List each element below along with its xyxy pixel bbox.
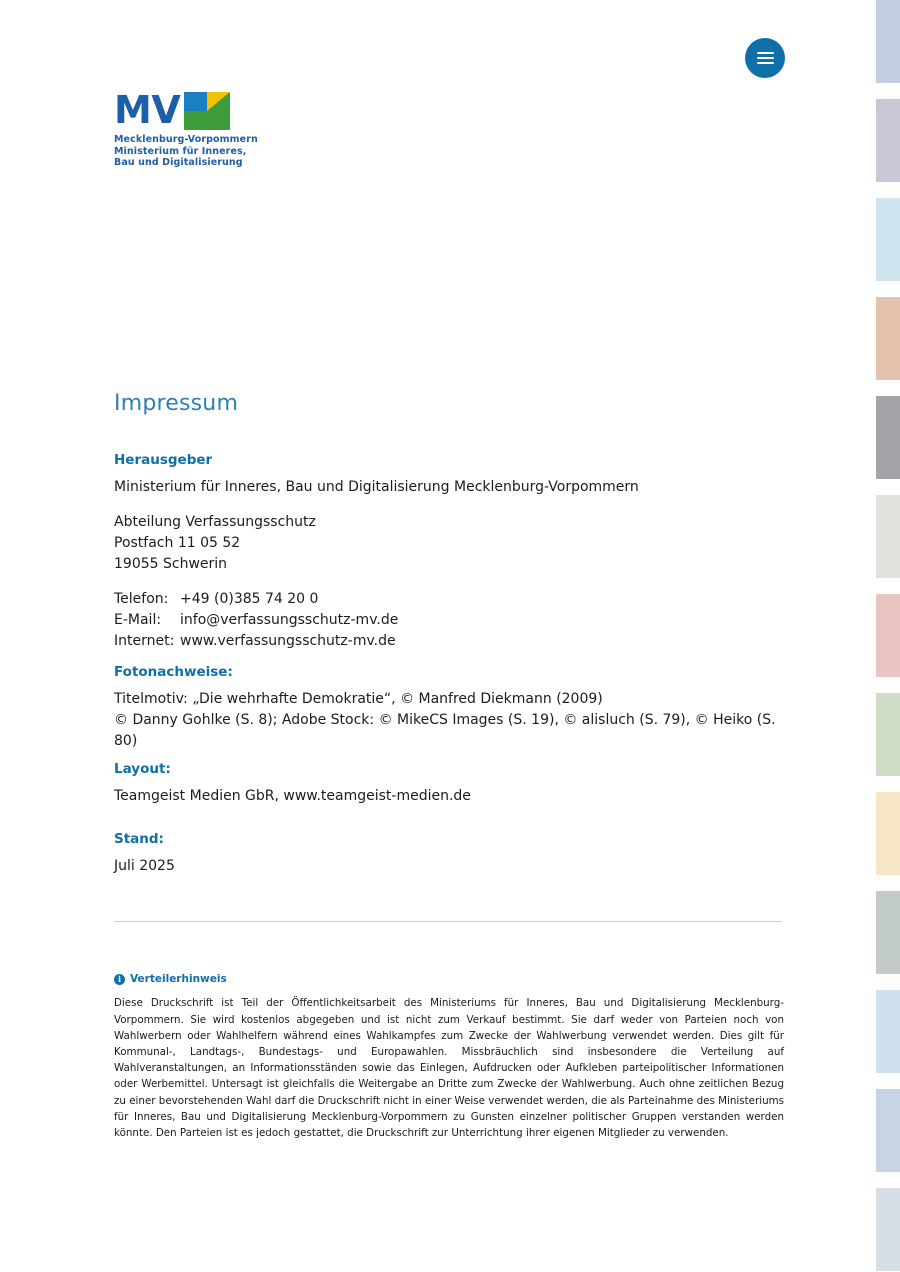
color-swatch-13 [876,677,900,693]
contact-internet-label: Internet: [114,633,175,649]
section-publisher [114,452,786,666]
hamburger-menu-button[interactable] [745,38,785,78]
color-swatch-10 [876,495,900,578]
logo-subtitle-line-3: Bau und Digitalisierung [114,157,243,168]
logo-mv-mark: MV [114,88,181,132]
hamburger-menu-icon-bar-2 [757,57,774,59]
color-swatch-4 [876,198,900,281]
logo-subtitle-line-1: Mecklenburg-Vorpommern [114,134,258,145]
section-photo-credits-heading: Fotonachweise: [114,664,233,680]
mv-flag-icon [184,92,230,130]
color-swatch-8 [876,396,900,479]
section-stand-heading: Stand: [114,831,164,847]
color-swatch-12 [876,594,900,677]
color-swatch-21 [876,1073,900,1089]
contact-row-internet [114,631,786,652]
notice-heading-row [114,973,784,985]
hamburger-menu-icon-bar-3 [757,62,774,64]
publisher-ministry: Ministerium für Inneres, Bau und Digitalisierung Mecklenburg-Vorpommern [114,479,639,495]
contact-phone-value: +49 (0)385 74 20 0 [180,591,319,607]
color-swatch-5 [876,281,900,297]
layout-line-1: Teamgeist Medien GbR, www.teamgeist-medien.de [114,788,471,804]
section-divider [114,921,782,922]
section-layout-heading: Layout: [114,761,171,777]
publisher-address-block [114,512,786,575]
contact-email-label: E-Mail: [114,612,162,628]
color-swatch-16 [876,792,900,875]
logo-wordmark-row [114,90,374,130]
hamburger-menu-icon-bar-1 [757,52,774,54]
publisher-department: Abteilung Verfassungsschutz [114,514,316,530]
section-distribution-notice [114,973,784,1151]
color-swatch-1 [876,83,900,99]
publisher-ministry-block [114,477,786,498]
color-swatch-2 [876,99,900,182]
info-icon: i [114,974,125,985]
photo-credits-line-1: Titelmotiv: „Die wehrhafte Demokratie“, © Manfred Diekmann (2009) [114,691,603,707]
logo-subtitle-line-2: Ministerium für Inneres, [114,145,247,157]
logo-subtitle [114,134,374,169]
color-swatch-11 [876,578,900,594]
color-swatch-14 [876,693,900,776]
color-swatch-24 [876,1188,900,1271]
publisher-city: 19055 Schwerin [114,556,228,572]
color-swatch-22 [876,1089,900,1172]
color-swatch-3 [876,182,900,198]
publisher-po-box: Postfach 11 05 52 [114,535,241,551]
color-swatch-18 [876,891,900,974]
color-swatch-7 [876,380,900,396]
contact-internet-value[interactable]: www.verfassungsschutz-mv.de [180,633,396,649]
photo-credits-line-2: © Danny Gohlke (S. 8); Adobe Stock: © MikeCS Images (S. 19), © alisluch (S. 79), © Heiko (S. 80) [114,712,776,749]
section-layout [114,761,786,807]
contact-row-email [114,610,786,631]
color-swatch-0 [876,0,900,83]
mv-ministry-logo [114,90,374,169]
color-swatch-17 [876,875,900,891]
contact-email-value[interactable]: info@verfassungsschutz-mv.de [180,612,399,628]
color-swatch-20 [876,990,900,1073]
decorative-color-strip [876,0,900,1272]
contact-phone-label: Telefon: [114,591,169,607]
color-swatch-19 [876,974,900,990]
section-stand [114,831,786,877]
section-publisher-heading: Herausgeber [114,452,213,468]
color-swatch-6 [876,297,900,380]
contact-row-phone [114,589,786,610]
page-title: Impressum [114,390,239,416]
stand-line-1: Juli 2025 [114,858,175,874]
notice-heading: Verteilerhinweis [130,973,227,985]
color-swatch-15 [876,776,900,792]
section-photo-credits [114,664,786,752]
color-swatch-9 [876,479,900,495]
notice-body: Diese Druckschrift ist Teil der Öffentlichkeitsarbeit des Ministeriums für Inneres, Bau und Digitalisierung Mecklenburg-Vorpommern. Sie wird kostenlos abgegeben und ist nicht zum Verkauf bestimmt. Sie darf weder von Parteien noch von Wahlwerbern oder Wahlhelfern während eines Wahlkampfes zum Zwecke der Wahlwerbung verwendet werden. Dies gilt für Kommunal-, Landtags-, Bundestags- und Europawahlen. Missbräuchlich sind insbesondere die Verteilung auf Wahlveranstaltungen, an Informationsständen sowie das Einlegen, Aufdrucken oder Aufkleben parteipolitischer Informationen oder Werbemittel. Untersagt ist gleichfalls die Weitergabe an Dritte zum Zwecke der Wahlwerbung. Auch ohne zeitlichen Bezug zu einer bevorstehenden Wahl darf die Druckschrift nicht in einer Weise verwendet werden, die als Parteinahme des Ministeriums für Inneres, Bau und Digitalisierung Mecklenburg-Vorpommern zu Gunsten einzelner politischer Gruppen verstanden werden könnte. Den Parteien ist es jedoch gestattet, die Druckschrift zur Unterrichtung ihrer eigenen Mitglieder zu verwenden. [114,997,784,1139]
publisher-contact-block [114,589,786,652]
color-swatch-23 [876,1172,900,1188]
